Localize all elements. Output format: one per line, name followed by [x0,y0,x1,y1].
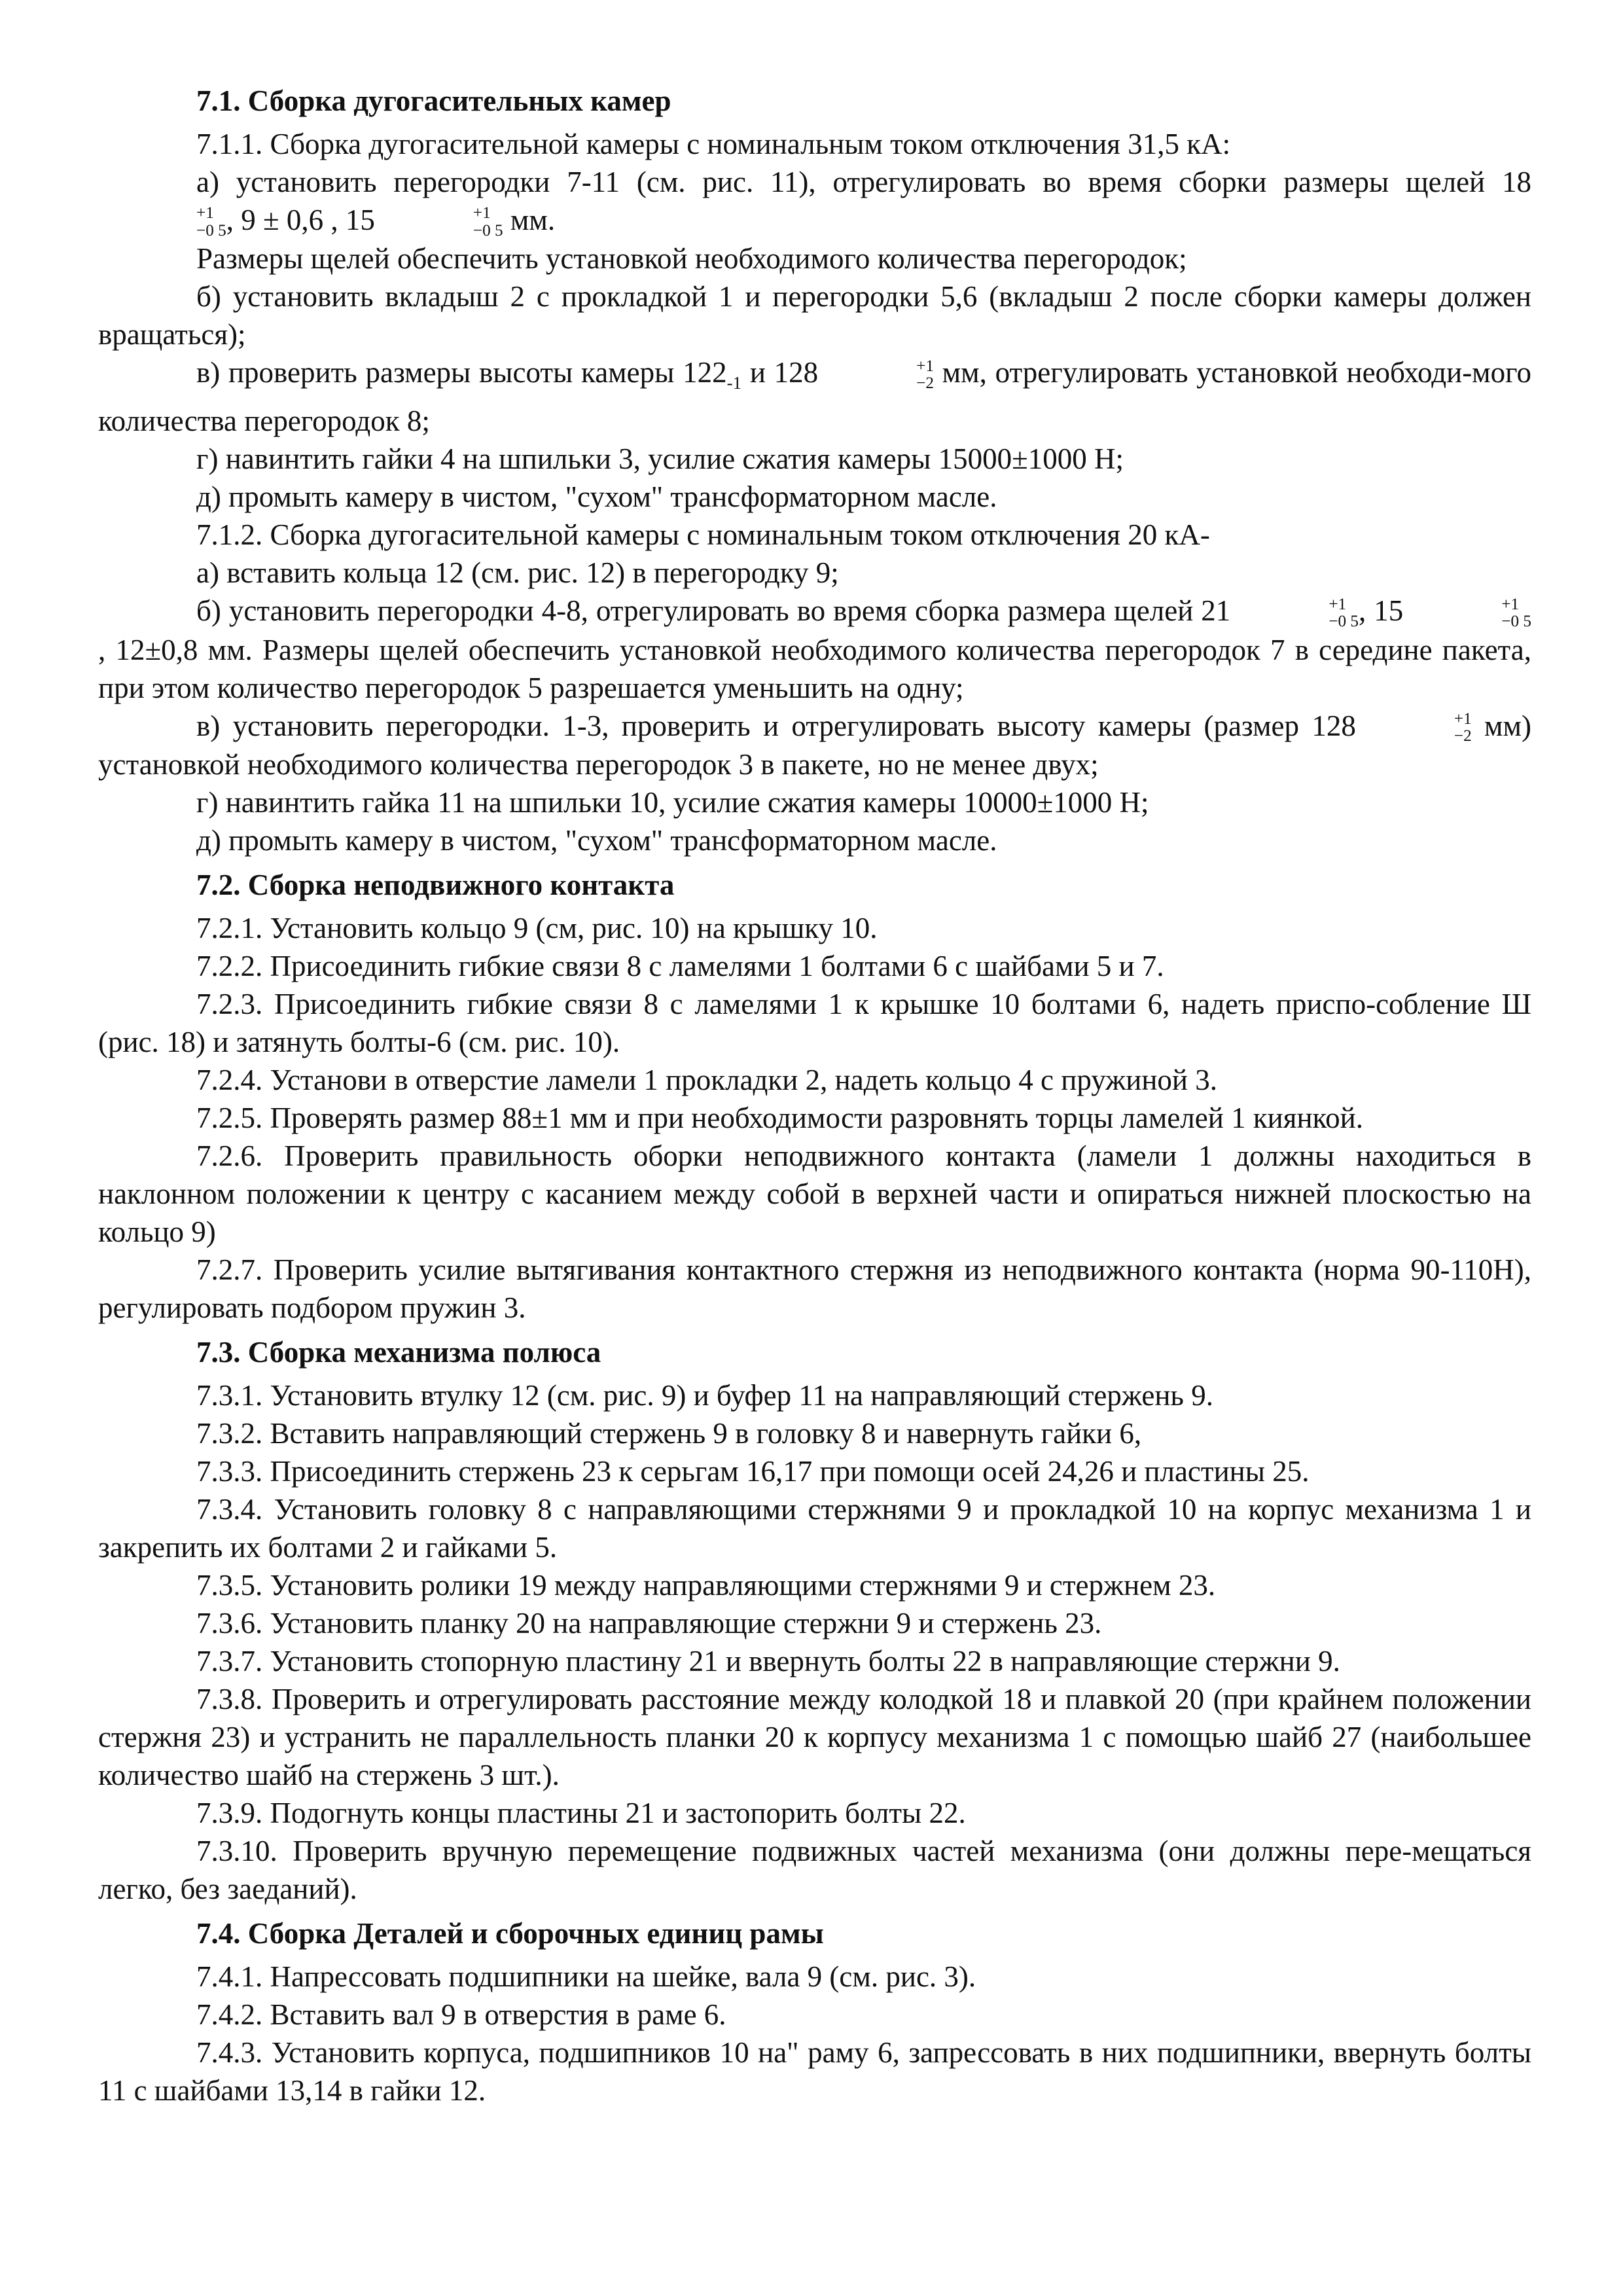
paragraph-7-1-1-d: д) промыть камеру в чистом, "сухом" трансформаторном масле. [196,480,997,514]
paragraph-7-3-2: 7.3.2. Вставить направляющий стержень 9 в головку 8 и навернуть гайки 6, [196,1416,1142,1450]
paragraph-7-2-5: 7.2.5. Проверять размер 88±1 мм и при необходимости разровнять торцы ламелей 1 киянкой. [196,1101,1363,1134]
paragraph-7-1-2-d: д) промыть камеру в чистом, "сухом" трансформаторном масле. [196,823,997,857]
paragraph-7-3-3: 7.3.3. Присоединить стержень 23 к серьгам 16,17 при помощи осей 24,26 и пластины 25. [196,1454,1310,1488]
paragraph-7-2-3: 7.2.3. Присоединить гибкие связи 8 с ламелями 1 к крышке 10 болтами 6, надеть приспо-собление Ш (рис. 18) и затянуть болты-6 (см. рис. 10). [98,987,1531,1058]
paragraph-7-1-1-a: а) установить перегородки 7-11 (см. рис. 11), отрегулировать во время сборки размеры щелей 18 +1 −0 5 , 9 ± 0,6 , 15 +1 −0 5 мм. [98,163,1531,240]
paragraph-7-1-1-g: г) навинтить гайки 4 на шпильки 3, усилие сжатия камеры 15000±1000 Н; [196,442,1124,476]
paragraph-7-2-7: 7.2.7. Проверить усилие вытягивания контактного стержня из неподвижного контакта (норма 90-110Н), регулировать подбором пружин 3. [98,1253,1531,1324]
tolerance-18: +1 −0 5 [196,204,226,240]
tolerance-128b: +1 −2 [1454,709,1472,745]
paragraph-7-1-2-v: в) установить перегородки. 1-3, проверить и отрегулировать высоту камеры (размер 128 +1 −2 мм) установкой необходимого количества перегородок 3 в пакете, но не менее двух; [98,709,1531,781]
paragraph-7-1-2-b: б) установить перегородки 4-8, отрегулировать во время сборка размера щелей 21 +1 −0 5 , 15 +1 −0 5 , 12±0,8 мм. Размеры щелей обеспечить установкой необходимого количества перегородок 7 в середине пакета, при этом количество перегородок 5 разрешается уменьшить на одну; [98,594,1531,704]
paragraph-7-4-2: 7.4.2. Вставить вал 9 в отверстия в раме 6. [196,1998,726,2031]
paragraph-7-1-1-note: Размеры щелей обеспечить установкой необходимого количества перегородок; [196,242,1187,276]
paragraph-7-2-4: 7.2.4. Установи в отверстие ламели 1 прокладки 2, надеть кольцо 4 с пружиной 3. [196,1063,1217,1096]
paragraph-7-1-2: 7.1.2. Сборка дугогасительной камеры с номинальным током отключения 20 кА- [196,518,1210,552]
section-heading-7-2: 7.2. Сборка неподвижного контакта [196,868,675,901]
paragraph-7-2-6: 7.2.6. Проверить правильность оборки неподвижного контакта (ламели 1 должны находиться в наклонном положении к центру с касанием между собой в верхней части и опираться нижней плоскостью на кольцо 9) [98,1139,1531,1248]
paragraph-7-4-3: 7.4.3. Установить корпуса, подшипников 10 на" раму 6, запрессовать в них подшипники, ввернуть болты 11 с шайбами 13,14 в гайки 12. [98,2036,1531,2107]
paragraph-7-3-9: 7.3.9. Подогнуть концы пластины 21 и застопорить болты 22. [196,1796,966,1829]
paragraph-7-1-1: 7.1.1. Сборка дугогасительной камеры с номинальным током отключения 31,5 кА: [196,128,1231,160]
paragraph-7-2-2: 7.2.2. Присоединить гибкие связи 8 с ламелями 1 болтами 6 с шайбами 5 и 7. [196,949,1164,982]
tolerance-15: +1 −0 5 [473,204,503,240]
paragraph-7-1-2-a: а) вставить кольца 12 (см. рис. 12) в перегородку 9; [196,556,839,590]
tolerance-15b: +1 −0 5 [1501,595,1531,631]
paragraph-7-3-8: 7.3.8. Проверить и отрегулировать расстояние между колодкой 18 и плавкой 20 (при крайнем положении стержня 23) и устранить не параллельность планки 20 к корпусу механизма 1 с помощью шайб 27 (наибольшее количество шайб на стержень 3 шт.). [98,1682,1531,1791]
tolerance-21: +1 −0 5 [1329,595,1359,631]
section-heading-7-4: 7.4. Сборка Деталей и сборочных единиц рамы [196,1916,824,1950]
paragraph-7-3-7: 7.3.7. Установить стопорную пластину 21 и ввернуть болты 22 в направляющие стержни 9. [196,1644,1340,1677]
paragraph-7-3-1: 7.3.1. Установить втулку 12 (см. рис. 9) и буфер 11 на направляющий стержень 9. [196,1378,1213,1412]
paragraph-7-3-4: 7.3.4. Установить головку 8 с направляющими стержнями 9 и прокладкой 10 на корпус механизма 1 и закрепить их болтами 2 и гайками 5. [98,1492,1531,1564]
paragraph-7-3-6: 7.3.6. Установить планку 20 на направляющие стержни 9 и стержень 23. [196,1606,1102,1640]
paragraph-7-1-1-b: б) установить вкладыш 2 с прокладкой 1 и перегородки 5,6 (вкладыш 2 после сборки камеры должен вращаться); [98,280,1531,351]
section-heading-7-3: 7.3. Сборка механизма полюса [196,1335,601,1369]
paragraph-7-3-10: 7.3.10. Проверить вручную перемещение подвижных частей механизма (они должны пере-мещаться легко, без заеданий). [98,1834,1531,1905]
paragraph-7-1-2-g: г) навинтить гайка 11 на шпильки 10, усилие сжатия камеры 10000±1000 Н; [196,785,1149,819]
paragraph-7-1-1-v: в) проверить размеры высоты камеры $122_{-1}$ и 128 +1 −2 мм, отрегулировать установкой необходи-мого количества перегородок 8; [98,356,1531,438]
paragraph-7-2-1: 7.2.1. Установить кольцо 9 (см, рис. 10) на крышку 10. [196,911,878,944]
paragraph-7-4-1: 7.4.1. Напрессовать подшипники на шейке, вала 9 (см. рис. 3). [196,1960,976,1993]
section-heading-7-1: 7.1. Сборка дугогасительных камер [196,84,671,117]
tolerance-128: +1 −2 [916,357,934,393]
paragraph-7-3-5: 7.3.5. Установить ролики 19 между направляющими стержнями 9 и стержнем 23. [196,1568,1216,1602]
